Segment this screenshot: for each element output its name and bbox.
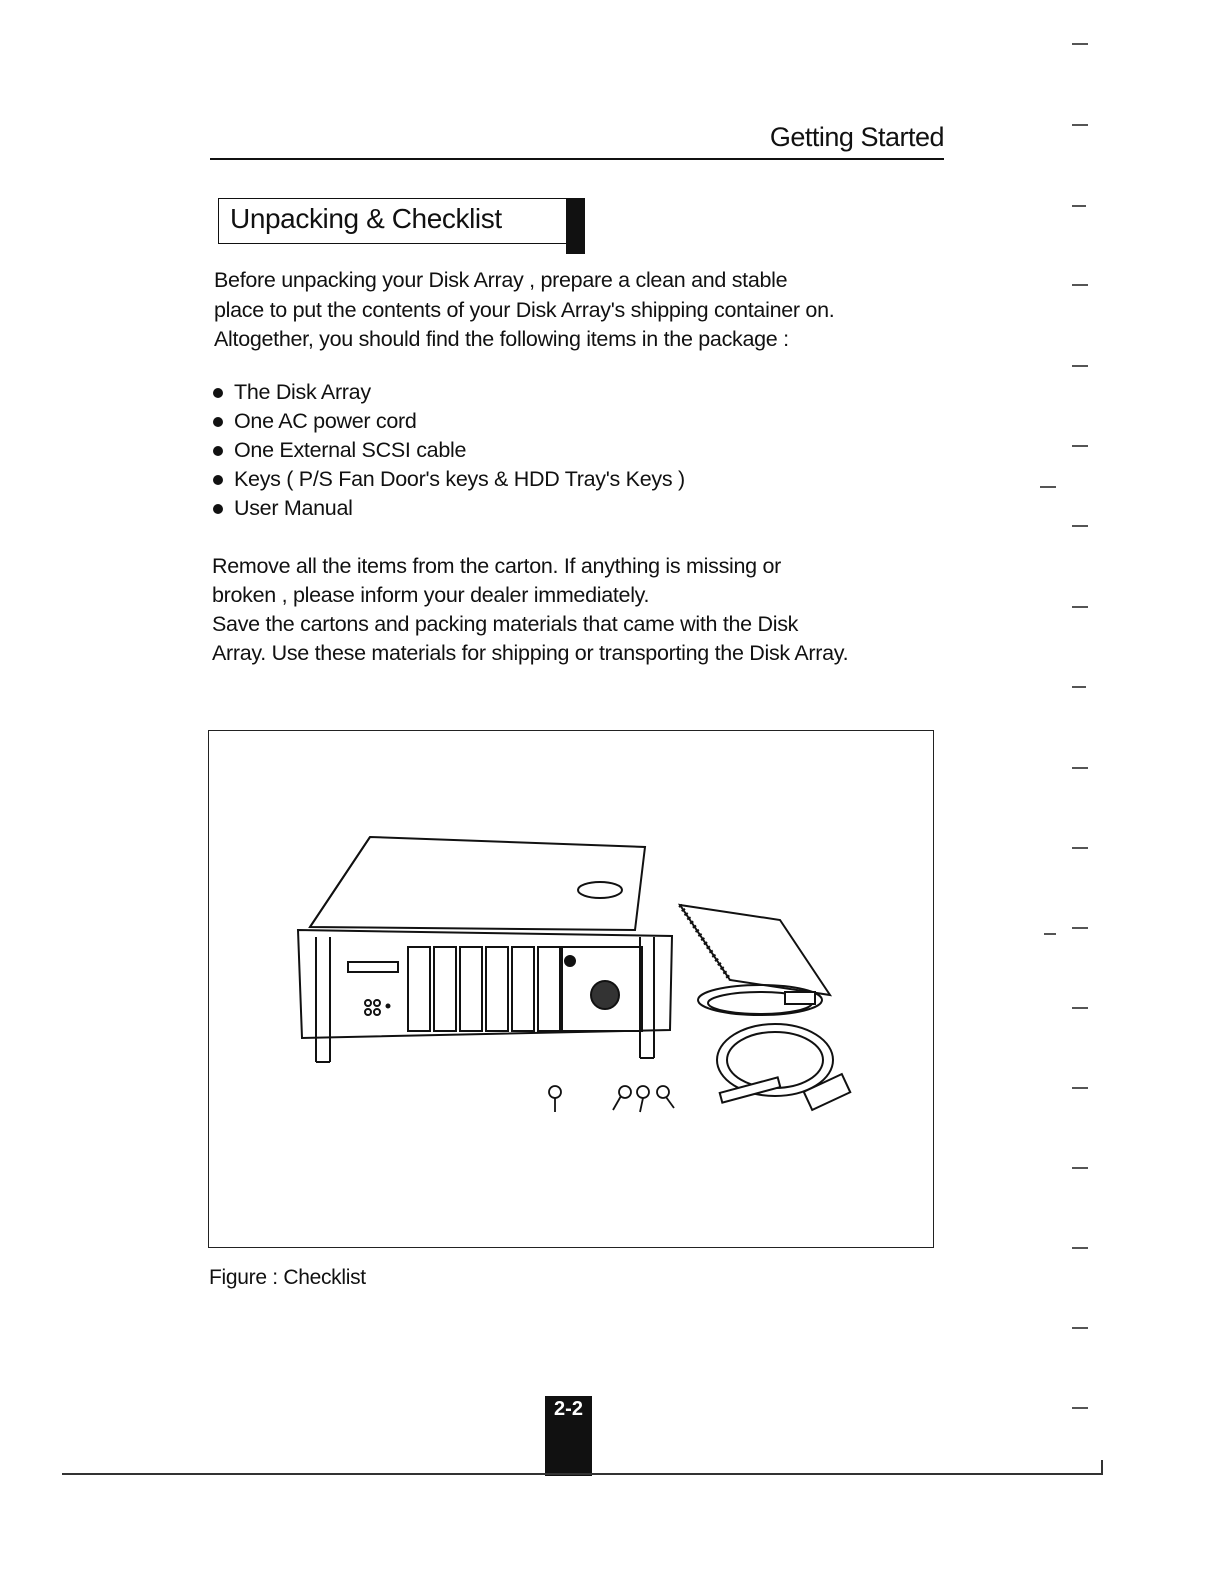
figure-caption: Figure : Checklist — [209, 1266, 366, 1289]
margin-mark — [1072, 1007, 1088, 1009]
closing-line: Array. Use these materials for shipping or transporting the Disk Array. — [212, 641, 849, 665]
margin-mark — [1072, 767, 1088, 769]
margin-mark — [1072, 1087, 1088, 1089]
list-item: One External SCSI cable — [212, 436, 685, 465]
closing-line: Remove all the items from the carton. If anything is missing or — [212, 554, 782, 578]
closing-paragraph — [212, 552, 952, 668]
disk-array-illustration — [298, 837, 672, 1062]
scsi-cable-illustration — [717, 1024, 850, 1110]
bullet-icon — [213, 504, 223, 514]
package-items-list — [212, 378, 685, 523]
margin-mark — [1072, 205, 1086, 207]
margin-mark — [1072, 1247, 1088, 1249]
page-number: 2-2 — [554, 1398, 583, 1420]
margin-mark — [1072, 1407, 1088, 1409]
header-rule — [210, 158, 944, 160]
section-heading: Unpacking & Checklist — [230, 203, 502, 234]
margin-mark — [1072, 525, 1088, 527]
margin-mark — [1072, 124, 1088, 126]
bullet-icon — [213, 417, 223, 427]
intro-line: Altogether, you should find the following items in the package : — [214, 327, 789, 351]
margin-mark — [1072, 927, 1088, 929]
margin-mark — [1072, 1327, 1088, 1329]
list-item: The Disk Array — [212, 378, 685, 407]
margin-mark — [1040, 486, 1056, 488]
margin-mark — [1072, 43, 1088, 45]
margin-mark — [1072, 284, 1088, 286]
closing-line: broken , please inform your dealer immediately. — [212, 583, 650, 607]
closing-line: Save the cartons and packing materials that came with the Disk — [212, 612, 799, 636]
intro-line: place to put the contents of your Disk Array's shipping container on. — [214, 297, 835, 322]
bullet-icon — [213, 388, 223, 398]
bullet-icon — [213, 446, 223, 456]
footer-rule — [62, 1473, 1102, 1475]
user-manual-illustration — [680, 905, 830, 995]
intro-line: Before unpacking your Disk Array , prepare a clean and stable — [214, 268, 788, 292]
intro-paragraph — [214, 266, 954, 355]
margin-mark — [1072, 847, 1088, 849]
list-item: One AC power cord — [212, 407, 685, 436]
power-cord-illustration — [698, 985, 822, 1015]
margin-mark — [1072, 445, 1088, 447]
footer-tick — [1101, 1460, 1103, 1475]
bullet-icon — [213, 475, 223, 485]
list-item: Keys ( P/S Fan Door's keys & HDD Tray's Keys ) — [212, 465, 685, 494]
chapter-title: Getting Started — [769, 122, 944, 152]
section-heading-bar — [566, 198, 585, 254]
margin-mark — [1072, 365, 1088, 367]
margin-mark — [1072, 606, 1088, 608]
margin-mark — [1072, 1167, 1088, 1169]
keys-illustration — [549, 1086, 674, 1112]
margin-mark — [1072, 686, 1086, 688]
list-item: User Manual — [212, 494, 685, 523]
margin-mark — [1044, 933, 1056, 935]
checklist-illustration — [280, 830, 880, 1120]
